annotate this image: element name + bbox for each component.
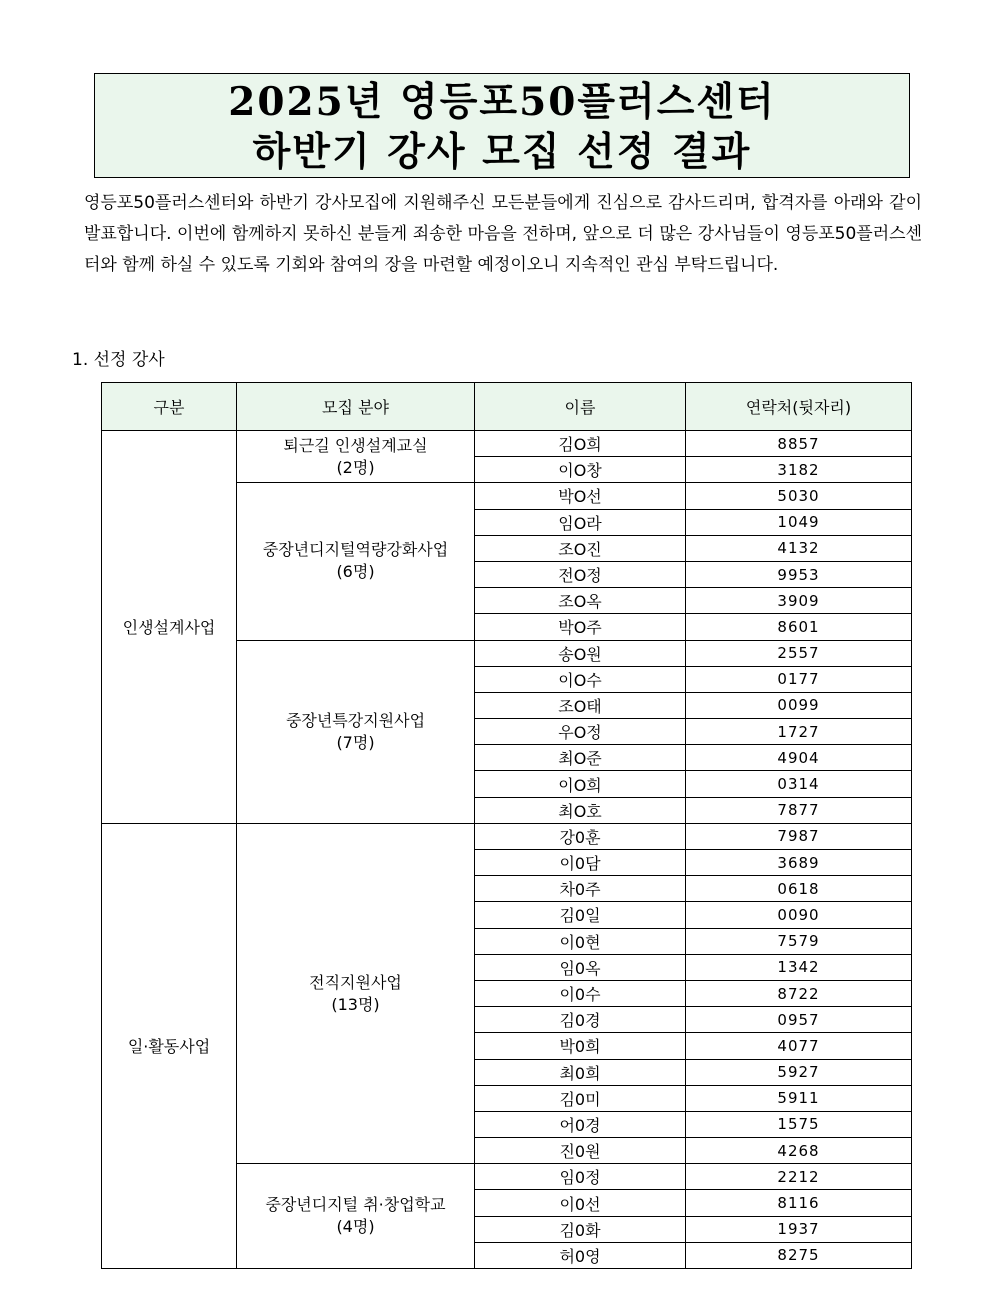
instructor-phone: 1937: [686, 1216, 912, 1242]
instructor-name: 허0영: [475, 1242, 686, 1268]
instructor-name: 어0경: [475, 1111, 686, 1137]
instructor-name: 차0주: [475, 876, 686, 902]
instructor-name: 임0옥: [475, 954, 686, 980]
instructor-phone: 2212: [686, 1164, 912, 1190]
instructor-name: 김0미: [475, 1085, 686, 1111]
instructor-phone: 8857: [686, 431, 912, 457]
category-cell: 인생설계사업: [102, 431, 237, 824]
table-row: [102, 431, 912, 457]
instructor-name: 진0원: [475, 1138, 686, 1164]
instructor-name: 최0희: [475, 1059, 686, 1085]
instructor-name: 조O옥: [475, 588, 686, 614]
table-body: [102, 431, 912, 1269]
instructor-phone: 7877: [686, 797, 912, 823]
category-cell: 일·활동사업: [102, 823, 237, 1268]
field-cell: [237, 483, 475, 640]
instructor-phone: 1342: [686, 954, 912, 980]
instructor-phone: 8116: [686, 1190, 912, 1216]
instructor-name: 이O수: [475, 666, 686, 692]
instructor-phone: 0090: [686, 902, 912, 928]
instructor-name: 임O라: [475, 509, 686, 535]
field-name: 전직지원사업: [309, 972, 402, 992]
instructor-name: 이O창: [475, 457, 686, 483]
header-category: 구분: [102, 383, 237, 431]
instructor-name: 김0화: [475, 1216, 686, 1242]
instructor-phone: 0177: [686, 666, 912, 692]
instructor-name: 이0선: [475, 1190, 686, 1216]
selected-instructors-table: [101, 382, 912, 1269]
instructor-name: 송O원: [475, 640, 686, 666]
title-line-2: 하반기 강사 모집 선정 결과: [252, 129, 752, 175]
instructor-name: 이0담: [475, 850, 686, 876]
field-cell: [237, 1164, 475, 1269]
instructor-name: 박O선: [475, 483, 686, 509]
instructor-phone: 2557: [686, 640, 912, 666]
instructor-phone: 7987: [686, 823, 912, 849]
field-count: (7명): [336, 732, 375, 752]
field-count: (4명): [336, 1217, 375, 1237]
instructor-phone: 4077: [686, 1033, 912, 1059]
instructor-phone: 3909: [686, 588, 912, 614]
instructor-phone: 5030: [686, 483, 912, 509]
instructor-name: 최O준: [475, 745, 686, 771]
instructor-phone: 3689: [686, 850, 912, 876]
instructor-phone: 1049: [686, 509, 912, 535]
instructor-phone: 7579: [686, 928, 912, 954]
field-count: (6명): [336, 562, 375, 582]
table-header-row: [102, 383, 912, 431]
header-name: 이름: [475, 383, 686, 431]
header-phone: 연락처(뒷자리): [686, 383, 912, 431]
instructor-phone: 8722: [686, 980, 912, 1006]
instructor-name: 이0수: [475, 980, 686, 1006]
instructor-phone: 8275: [686, 1242, 912, 1268]
instructor-phone: 1727: [686, 719, 912, 745]
instructor-name: 이O희: [475, 771, 686, 797]
field-name: 중장년디지털역량강화사업: [262, 540, 449, 560]
table-row: [102, 823, 912, 849]
instructor-phone: 4268: [686, 1138, 912, 1164]
instructor-name: 전O정: [475, 561, 686, 587]
field-cell: [237, 640, 475, 823]
instructor-name: 강0훈: [475, 823, 686, 849]
instructor-phone: 0099: [686, 692, 912, 718]
instructor-name: 김0경: [475, 1007, 686, 1033]
field-name: 중장년특강지원사업: [285, 710, 426, 730]
instructor-name: 김O희: [475, 431, 686, 457]
instructor-name: 임0정: [475, 1164, 686, 1190]
field-cell: [237, 823, 475, 1163]
instructor-phone: 1575: [686, 1111, 912, 1137]
field-name: 중장년디지털 취·창업학교: [265, 1195, 446, 1215]
instructor-phone: 5927: [686, 1059, 912, 1085]
title-box: [94, 73, 910, 178]
instructor-phone: 0618: [686, 876, 912, 902]
instructor-phone: 4904: [686, 745, 912, 771]
instructor-name: 이0현: [475, 928, 686, 954]
intro-paragraph: 영등포50플러스센터와 하반기 강사모집에 지원해주신 모든분들에게 진심으로 감사드리며, 합격자를 아래와 같이 발표합니다. 이번에 함께하지 못하신 분들게 죄송한 마음을 전하며, 앞으로 더 많은 강사님들이 영등포50플러스센터와 함께 하실 수 있도록 기회와 참여의 장을 마련할 예정이오니 지속적인 관심 부탁드립니다.: [84, 193, 922, 275]
instructor-phone: 0957: [686, 1007, 912, 1033]
field-count: (13명): [331, 994, 380, 1014]
instructor-name: 조O태: [475, 692, 686, 718]
instructor-phone: 9953: [686, 561, 912, 587]
title-line-1: 2025년 영등포50플러스센터: [228, 79, 776, 125]
field-name: 퇴근길 인생설계교실: [283, 435, 428, 455]
instructor-name: 박O주: [475, 614, 686, 640]
instructor-phone: 0314: [686, 771, 912, 797]
instructor-name: 우O정: [475, 719, 686, 745]
field-count: (2명): [336, 457, 375, 477]
instructor-phone: 8601: [686, 614, 912, 640]
header-field: 모집 분야: [237, 383, 475, 431]
section-title: 1. 선정 강사: [72, 350, 165, 370]
instructor-name: 김0일: [475, 902, 686, 928]
instructor-phone: 4132: [686, 535, 912, 561]
instructor-phone: 5911: [686, 1085, 912, 1111]
field-cell: [237, 431, 475, 483]
instructor-name: 최O호: [475, 797, 686, 823]
instructor-name: 조O진: [475, 535, 686, 561]
instructor-phone: 3182: [686, 457, 912, 483]
instructor-name: 박0희: [475, 1033, 686, 1059]
